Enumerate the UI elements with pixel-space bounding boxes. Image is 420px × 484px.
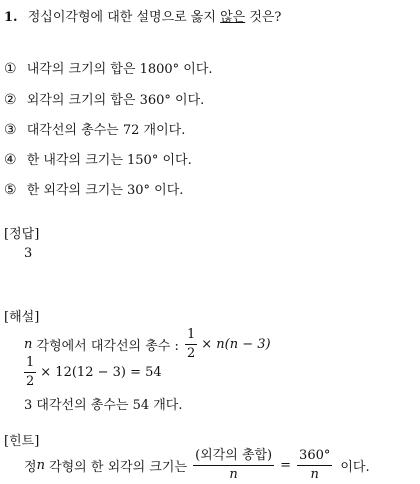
option-marker: ③ xyxy=(4,122,17,138)
hint-text: 각형의 한 외각의 크기는 xyxy=(44,459,188,475)
hint-label: [힌트] xyxy=(4,434,40,449)
option-marker: ① xyxy=(4,61,17,77)
option-4 xyxy=(4,149,192,168)
explanation-line-2 xyxy=(22,354,162,390)
option-5 xyxy=(4,179,183,198)
fraction-exterior-sum xyxy=(193,449,274,481)
fraction-numerator: 1 xyxy=(185,328,197,345)
option-1 xyxy=(4,58,213,77)
question-title xyxy=(4,6,281,25)
fraction-denominator: 2 xyxy=(26,373,35,389)
hint-prefix: 정 xyxy=(24,459,37,475)
fraction-numerator: 1 xyxy=(24,356,36,373)
answer-label: [정답] xyxy=(4,227,40,242)
question-emphasis: 않은 xyxy=(220,10,246,25)
answer-value: 3 xyxy=(24,246,33,261)
variable-n: n xyxy=(24,336,33,352)
option-text: 한 내각의 크기는 150° 이다. xyxy=(26,153,192,168)
fraction-denominator: n xyxy=(310,466,319,482)
fraction-half xyxy=(24,356,36,388)
question-number: 1. xyxy=(4,10,18,25)
fraction-half xyxy=(185,328,197,360)
option-text: 대각선의 총수는 72 개이다. xyxy=(26,123,186,138)
option-text: 한 외각의 크기는 30° 이다. xyxy=(26,183,184,198)
fraction-numerator: 360° xyxy=(297,449,332,466)
option-marker: ② xyxy=(4,92,17,108)
option-marker: ④ xyxy=(4,152,17,168)
fraction-360 xyxy=(297,449,332,481)
option-3 xyxy=(4,119,185,138)
fraction-denominator: 2 xyxy=(187,345,196,361)
explanation-line-3: 3 대각선의 총수는 54 개다. xyxy=(24,398,183,413)
option-marker: ⑤ xyxy=(4,182,17,198)
option-text: 외각의 크기의 합은 360° 이다. xyxy=(26,93,205,108)
variable-n: n xyxy=(36,457,45,473)
explanation-label: [해설] xyxy=(4,310,40,325)
option-text: 내각의 크기의 합은 1800° 이다. xyxy=(26,62,213,77)
fraction-numerator: (외각의 총합) xyxy=(193,449,274,466)
explanation-text: 각형에서 대각선의 총수 : xyxy=(32,338,183,354)
formula-suffix: × n(n − 3) xyxy=(201,336,271,352)
option-2 xyxy=(4,89,204,108)
hint-line xyxy=(24,446,370,484)
hint-suffix: 이다. xyxy=(340,459,370,475)
equals-sign: = xyxy=(280,457,292,473)
fraction-denominator: n xyxy=(229,466,238,482)
formula-suffix: × 12(12 − 3) = 54 xyxy=(40,364,162,380)
question-text-end: 것은? xyxy=(245,10,282,25)
question-text: 정십이각형에 대한 설명으로 옳지 xyxy=(27,10,221,25)
